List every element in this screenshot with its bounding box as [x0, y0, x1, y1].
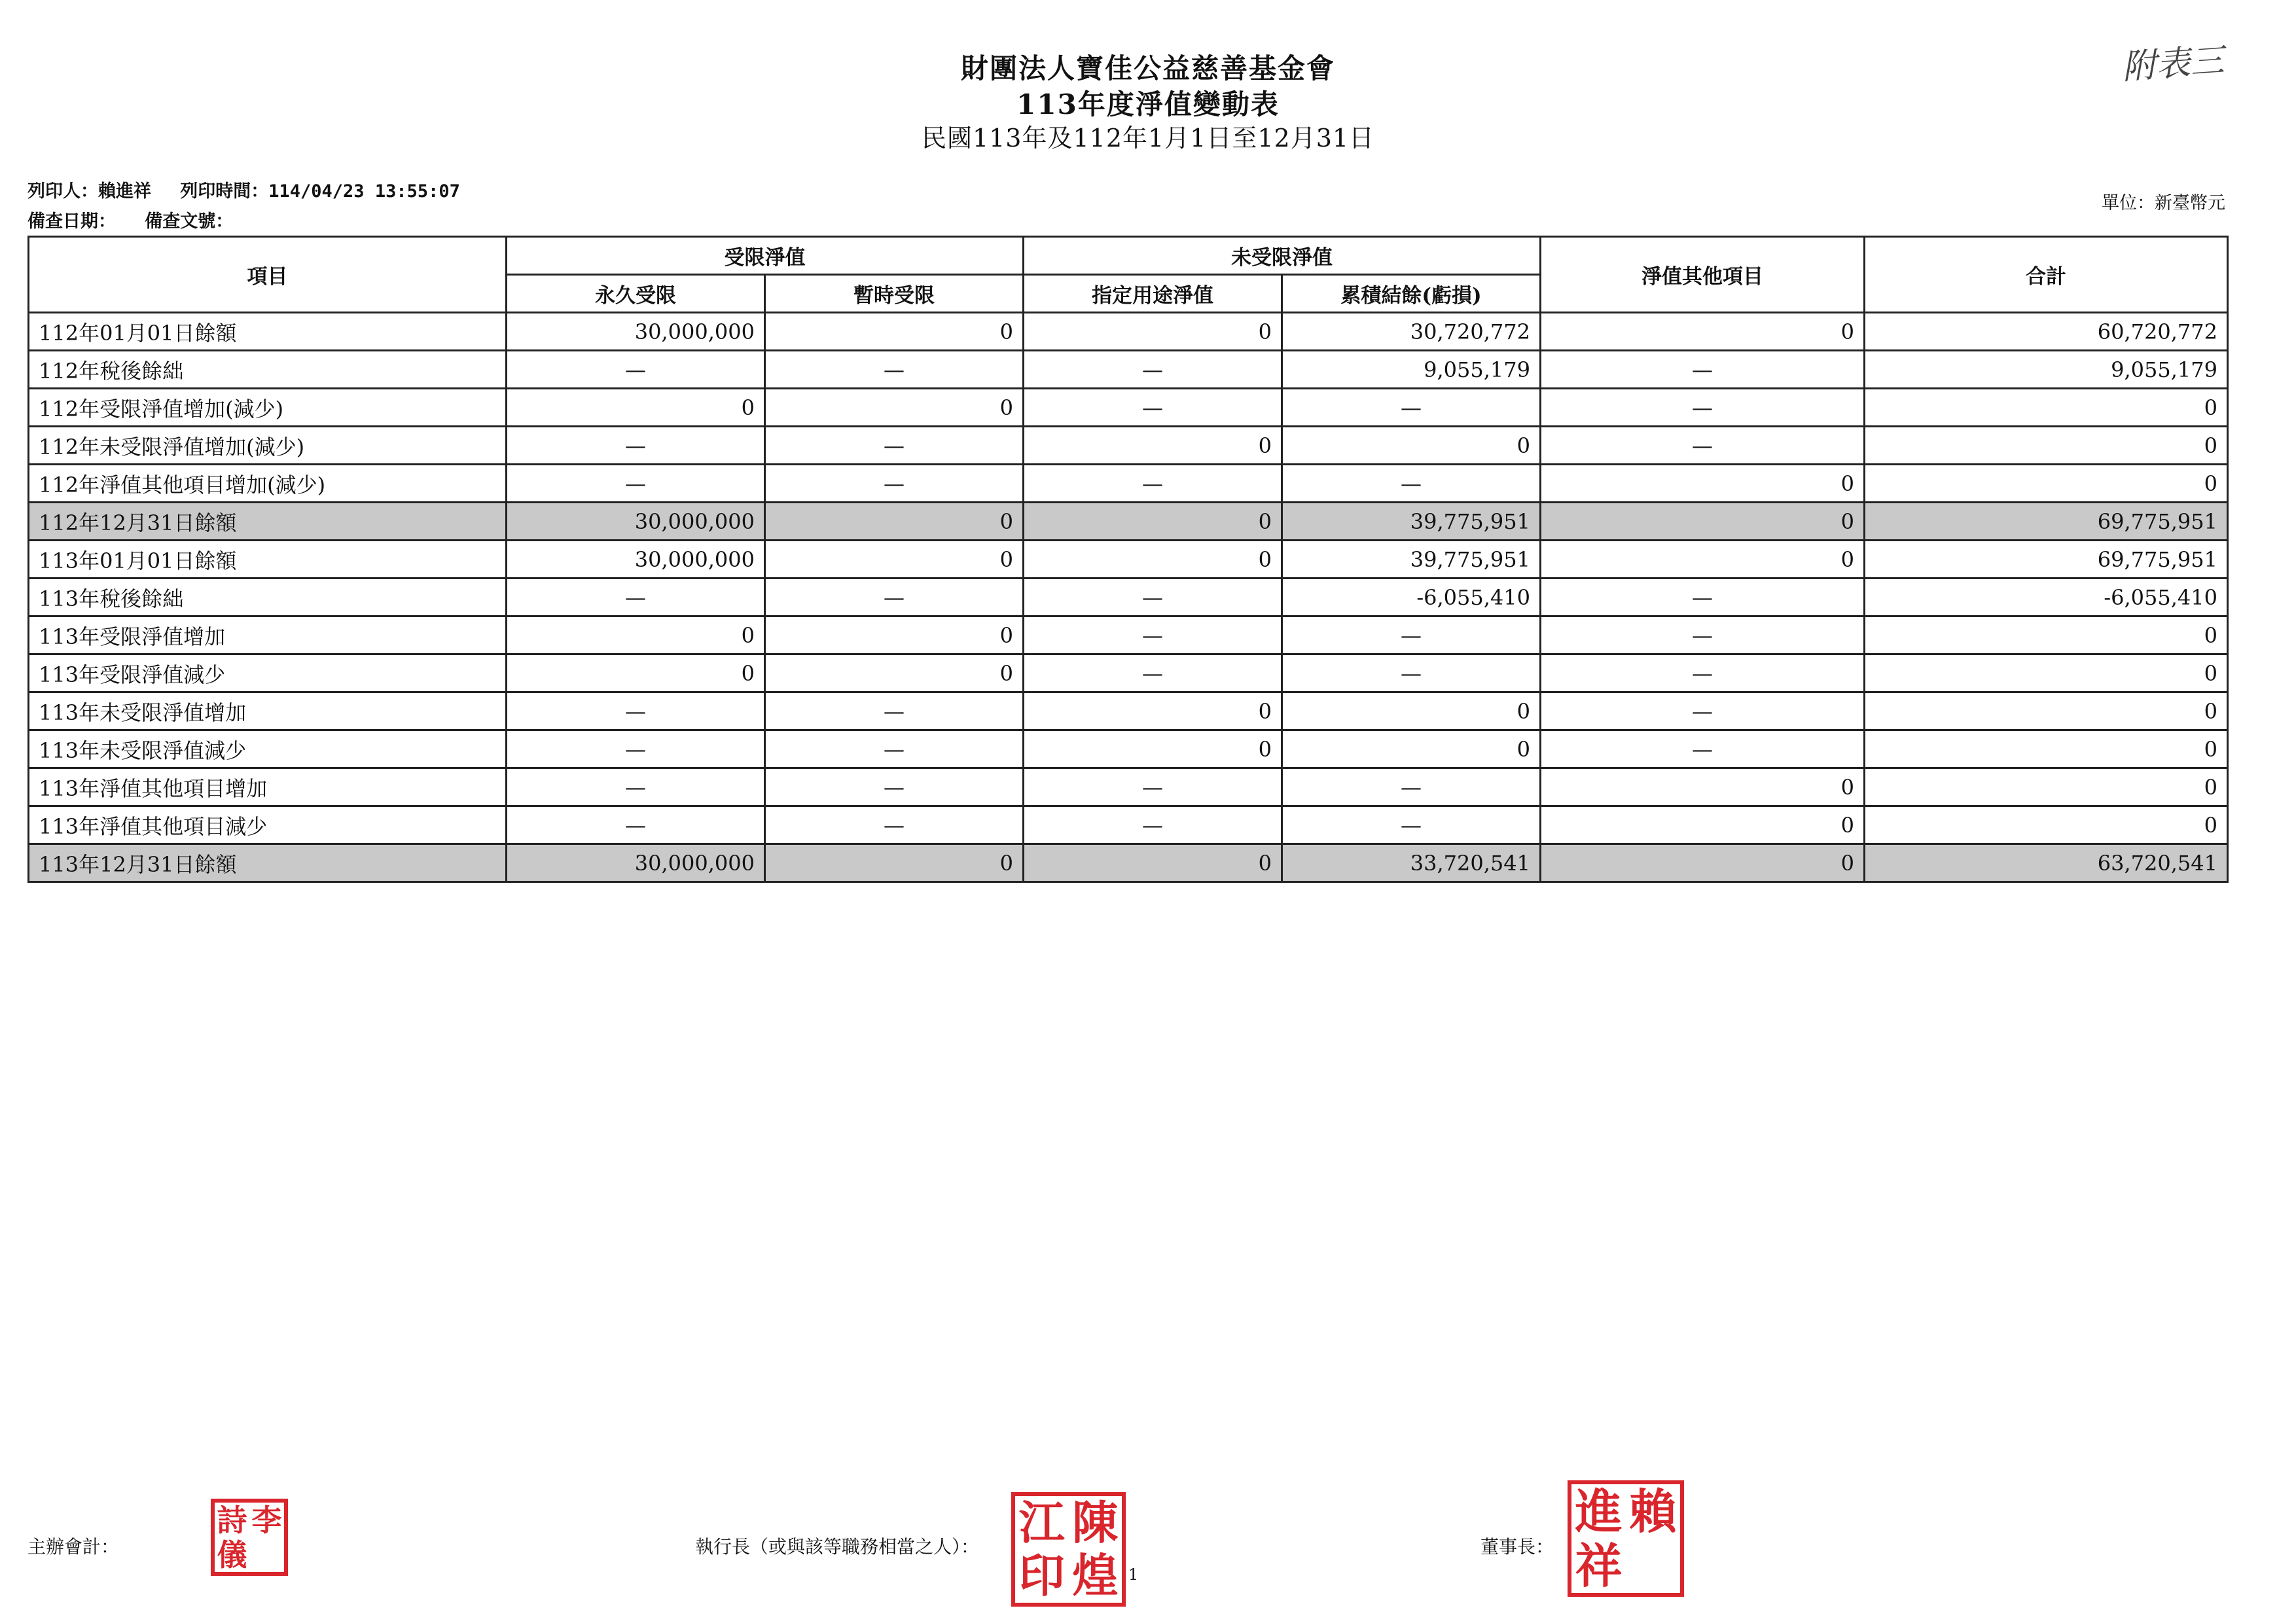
table-cell: — — [1024, 654, 1282, 692]
row-label: 112年稅後餘絀 — [29, 351, 507, 389]
table-cell: — — [1282, 768, 1541, 806]
table-body — [29, 313, 2228, 882]
report-period: 民國113年及112年1月1日至12月31日 — [921, 124, 1375, 153]
table-cell: 0 — [1865, 806, 2228, 844]
table-cell: 0 — [1865, 427, 2228, 465]
table-cell: 0 — [765, 844, 1024, 882]
table-cell: — — [1282, 806, 1541, 844]
table-cell: 33,720,541 — [1282, 844, 1541, 882]
table-cell: 0 — [1282, 427, 1541, 465]
table-cell: 30,000,000 — [507, 541, 765, 579]
table-cell: 0 — [765, 389, 1024, 427]
chairman-label: 董事長： — [1480, 1536, 1554, 1558]
header-item: 項目 — [29, 237, 507, 313]
table-cell: 0 — [507, 654, 765, 692]
table-cell: 0 — [1541, 844, 1865, 882]
table-cell: 0 — [1865, 730, 2228, 768]
table-cell: 69,775,951 — [1865, 503, 2228, 541]
table-cell: — — [1024, 389, 1282, 427]
header-temporary: 暫時受限 — [765, 275, 1024, 313]
table-cell: — — [1541, 692, 1865, 730]
row-label: 113年淨值其他項目減少 — [29, 806, 507, 844]
table-cell: 9,055,179 — [1865, 351, 2228, 389]
table-cell: 0 — [1024, 730, 1282, 768]
organization-name: 財團法人寶佳公益慈善基金會 — [960, 52, 1335, 84]
table-cell: 9,055,179 — [1282, 351, 1541, 389]
report-title-block — [0, 51, 2296, 155]
executive-seal: 江 陳 印 煌 — [1011, 1492, 1126, 1607]
table-row — [29, 616, 2228, 654]
print-info — [27, 177, 478, 202]
row-label: 112年淨值其他項目增加(減少) — [29, 465, 507, 503]
table-row — [29, 313, 2228, 351]
table-cell: 0 — [765, 654, 1024, 692]
table-cell: -6,055,410 — [1282, 579, 1541, 616]
table-cell: — — [507, 351, 765, 389]
row-label: 113年未受限淨值增加 — [29, 692, 507, 730]
table-cell: 0 — [1282, 730, 1541, 768]
table-cell: — — [1024, 465, 1282, 503]
table-cell: 0 — [1024, 844, 1282, 882]
table-row — [29, 389, 2228, 427]
table-cell: 39,775,951 — [1282, 541, 1541, 579]
table-cell: 0 — [765, 616, 1024, 654]
filing-info — [27, 207, 251, 232]
table-cell: — — [1024, 806, 1282, 844]
table-cell: — — [1541, 427, 1865, 465]
table-row — [29, 730, 2228, 768]
row-label: 112年12月31日餘額 — [29, 503, 507, 541]
table-cell: 30,000,000 — [507, 503, 765, 541]
table-cell: 0 — [1865, 616, 2228, 654]
row-label: 113年淨值其他項目增加 — [29, 768, 507, 806]
printer-label: 列印人：賴進祥 — [27, 181, 151, 202]
accountant-label: 主辦會計： — [27, 1536, 120, 1558]
table-cell: 0 — [1541, 806, 1865, 844]
table-cell: — — [765, 427, 1024, 465]
table-cell: 0 — [1541, 465, 1865, 503]
header-designated: 指定用途淨值 — [1024, 275, 1282, 313]
header-unrestricted-group: 未受限淨值 — [1024, 237, 1541, 275]
table-cell: 0 — [1865, 692, 2228, 730]
table-cell: — — [765, 692, 1024, 730]
row-label: 113年12月31日餘額 — [29, 844, 507, 882]
table-cell: — — [1541, 730, 1865, 768]
table-cell: 0 — [1024, 427, 1282, 465]
table-cell: — — [507, 427, 765, 465]
table-cell: — — [765, 465, 1024, 503]
report-title: 113年度淨值變動表 — [1016, 88, 1280, 120]
table-cell: 0 — [1541, 768, 1865, 806]
table-cell: 0 — [1541, 313, 1865, 351]
table-cell: 0 — [765, 313, 1024, 351]
table-row — [29, 503, 2228, 541]
table-cell: 63,720,541 — [1865, 844, 2228, 882]
table-cell: 0 — [1865, 389, 2228, 427]
row-label: 113年受限淨值增加 — [29, 616, 507, 654]
table-row — [29, 806, 2228, 844]
table-cell: — — [507, 806, 765, 844]
table-cell: — — [1282, 654, 1541, 692]
table-cell: 0 — [765, 541, 1024, 579]
row-label: 112年受限淨值增加(減少) — [29, 389, 507, 427]
table-cell: — — [507, 465, 765, 503]
table-cell: — — [507, 579, 765, 616]
row-label: 112年未受限淨值增加(減少) — [29, 427, 507, 465]
table-cell: 0 — [1541, 503, 1865, 541]
table-cell: — — [507, 730, 765, 768]
table-cell: 0 — [1865, 465, 2228, 503]
table-cell: 39,775,951 — [1282, 503, 1541, 541]
table-cell: — — [1024, 351, 1282, 389]
table-cell: — — [1541, 351, 1865, 389]
table-cell: 0 — [1024, 313, 1282, 351]
table-cell: 0 — [1541, 541, 1865, 579]
table-cell: 0 — [507, 389, 765, 427]
table-cell: — — [1541, 389, 1865, 427]
table-cell: — — [1024, 579, 1282, 616]
row-label: 113年01月01日餘額 — [29, 541, 507, 579]
table-cell: 0 — [1024, 692, 1282, 730]
table-cell: 0 — [765, 503, 1024, 541]
table-row — [29, 768, 2228, 806]
filing-doc-label: 備查文號： — [145, 211, 234, 232]
table-cell: 30,000,000 — [507, 844, 765, 882]
row-label: 113年稅後餘絀 — [29, 579, 507, 616]
table-row — [29, 465, 2228, 503]
table-cell: — — [1024, 616, 1282, 654]
table-cell: 69,775,951 — [1865, 541, 2228, 579]
table-cell: 0 — [1865, 654, 2228, 692]
row-label: 113年未受限淨值減少 — [29, 730, 507, 768]
table-cell: 60,720,772 — [1865, 313, 2228, 351]
table-cell: — — [1024, 768, 1282, 806]
table-cell: — — [765, 351, 1024, 389]
table-cell: — — [765, 579, 1024, 616]
table-row — [29, 351, 2228, 389]
table-cell: — — [1282, 616, 1541, 654]
table-cell: — — [1282, 465, 1541, 503]
table-cell: — — [765, 730, 1024, 768]
table-row — [29, 654, 2228, 692]
table-row — [29, 541, 2228, 579]
header-other-items: 淨值其他項目 — [1541, 237, 1865, 313]
table-cell: — — [765, 768, 1024, 806]
table-row — [29, 427, 2228, 465]
header-permanent: 永久受限 — [507, 275, 765, 313]
table-cell: — — [1541, 616, 1865, 654]
header-restricted-group: 受限淨值 — [507, 237, 1024, 275]
table-cell: 30,720,772 — [1282, 313, 1541, 351]
header-total: 合計 — [1865, 237, 2228, 313]
table-cell: 30,000,000 — [507, 313, 765, 351]
currency-unit: 單位：新臺幣元 — [2102, 193, 2225, 213]
table-cell: — — [1541, 579, 1865, 616]
table-row — [29, 692, 2228, 730]
executive-label: 執行長（或與該等職務相當之人）： — [695, 1536, 980, 1558]
row-label: 112年01月01日餘額 — [29, 313, 507, 351]
table-cell: 0 — [1282, 692, 1541, 730]
table-row — [29, 844, 2228, 882]
chairman-seal: 進 賴 祥 — [1568, 1480, 1684, 1597]
page-number: 1 — [1128, 1565, 1139, 1584]
table-cell: — — [1282, 389, 1541, 427]
table-cell: 0 — [1024, 503, 1282, 541]
row-label: 113年受限淨值減少 — [29, 654, 507, 692]
table-cell: — — [765, 806, 1024, 844]
table-cell: -6,055,410 — [1865, 579, 2228, 616]
accountant-seal: 詩 李 儀 — [211, 1499, 288, 1576]
table-cell: — — [507, 768, 765, 806]
table-cell: — — [1541, 654, 1865, 692]
table-cell: 0 — [1024, 541, 1282, 579]
table-cell: — — [507, 692, 765, 730]
header-accumulated: 累積結餘(虧損) — [1282, 275, 1541, 313]
table-cell: 0 — [507, 616, 765, 654]
table-cell: 0 — [1865, 768, 2228, 806]
print-time-label: 列印時間：114/04/23 13:55:07 — [180, 181, 460, 202]
table-row — [29, 579, 2228, 616]
net-worth-changes-table — [27, 236, 2229, 883]
handwritten-note: 附表三 — [2121, 41, 2226, 88]
filing-date-label: 備查日期： — [27, 211, 116, 232]
